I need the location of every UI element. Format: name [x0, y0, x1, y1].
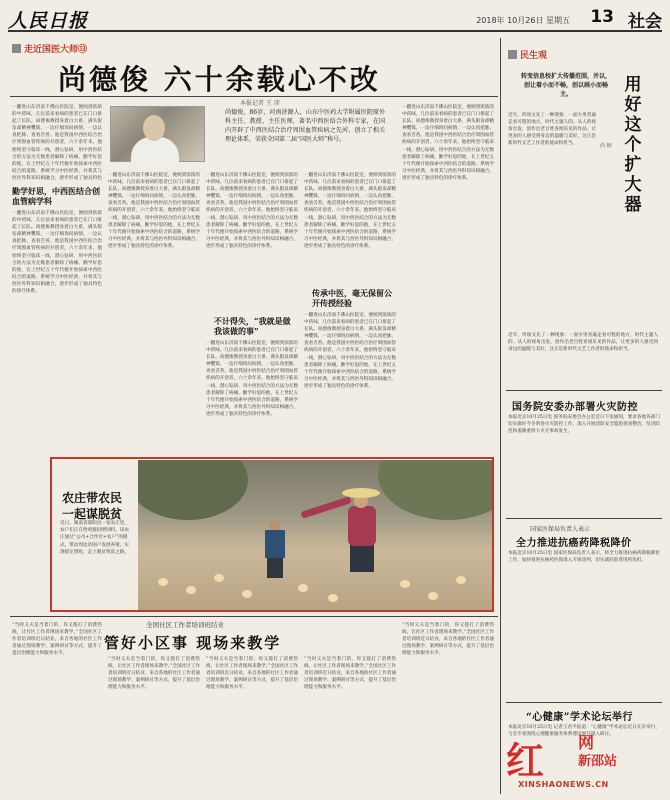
portrait-photo	[110, 106, 205, 162]
main-body-col2: 一翻进山东济南千佛山医院室，便闻到浓浓的中药味，几位前来看病的患者已在门口排起了长队。尚德俊教授身着白大褂，满头银发却精神矍铄，一边仔细询问病情，一边认真把脉、查看舌苔。他是我国中西医结合治疗周围血管疾病的开创者，六十余年来，他始终坚守临床一线，潜心钻研，用中西医结合的方法为无数患者解除了病痛。勤学好思的他，在上世纪五十年代便开始探索中西医结合的道路，系统学习中医经典，并将其与西医外科知识相融合，逐步形成了独具特色的诊疗体系。	[108, 173, 200, 249]
section-name: 社会	[628, 12, 662, 32]
chicken	[456, 576, 466, 584]
feature-caption: 近日，湖南省邵阳县一家农庄里，农户们正在给鸡群投喂饲料。该农庄通过“公司+合作社+农户”的模式，带动周边贫困户发展养殖，实现稳定增收，走上脱贫致富之路。	[60, 521, 129, 555]
main-body-col5: 一翻进山东济南千佛山医院室，便闻到浓浓的中药味，几位前来看病的患者已在门口排起了长队。尚德俊教授身着白大褂，满头银发却精神矍铄，一边仔细询问病情，一边认真把脉、查看舌苔。他是我国中西医结合治疗周围血管疾病的开创者，六十余年来，他始终坚守临床一线，潜心钻研，用中西医结合的方法为无数患者解除了病痛。勤学好思的他，在上世纪五十年代便开始探索中西医结合的道路，系统学习中医经典，并将其与西医外科知识相融合，逐步形成了独具特色的诊疗体系。	[402, 105, 494, 181]
right-body-a: 近年，所项文先了一种现象：一面少男普遍走看可程的地方，时代主题人的。从人的视角出发，创作出老百姓喜闻乐见的作品，让更多的人感受到身边的温暖与美好，这正是新时代文艺工作者的使命和担当。	[508, 113, 596, 147]
watermark-url: XINSHAONEWS.CN	[518, 780, 609, 789]
watermark-char: 红	[506, 739, 545, 783]
chicken	[186, 586, 196, 594]
farmer-man	[262, 520, 288, 578]
news-body-1: 本报北京10月25日电 国务院安委会办公室近日下发通知，要求各地各部门切实做好今冬明春火灾防控工作，深入开展消防安全隐患排查整治，坚决防范和遏制重特大火灾事故发生。	[508, 415, 660, 435]
news-title-3: “心健康”学术论坛举行	[526, 712, 634, 723]
main-subhead-3: 传承中医，毫无保留公开传授经验	[312, 288, 392, 308]
news-body-2: 本报北京10月25日电 国家医保局负责人表示，将全力推进抗癌药降税降价工作，加快推进抗癌药医保准入专项谈判，切实减轻患者用药负担。	[508, 551, 660, 564]
chicken	[400, 580, 410, 588]
farm-photo	[138, 460, 492, 610]
main-body-col4b: 一翻进山东济南千佛山医院室，便闻到浓浓的中药味，几位前来看病的患者已在门口排起了长队。尚德俊教授身着白大褂，满头银发却精神矍铄，一边仔细询问病情，一边认真把脉、查看舌苔。他是我国中西医结合治疗周围血管疾病的开创者，六十余年来，他始终坚守临床一线，潜心钻研，用中西医结合的方法为无数患者解除了病痛。勤学好思的他，在上世纪五十年代便开始探索中西医结合的道路，系统学习中医经典，并将其与西医外科知识相融合，逐步形成了独具特色的诊疗体系。	[304, 313, 396, 389]
chicken	[242, 590, 252, 598]
watermark-sub: 新邵站	[578, 754, 618, 769]
chicken	[428, 592, 438, 600]
right-author: 尚 楠	[600, 143, 612, 149]
main-body-col3b: 一翻进山东济南千佛山医院室，便闻到浓浓的中药味，几位前来看病的患者已在门口排起了长队。尚德俊教授身着白大褂，满头银发却精神矍铄，一边仔细询问病情，一边认真把脉、查看舌苔。他是我国中西医结合治疗周围血管疾病的开创者，六十余年来，他始终坚守临床一线，潜心钻研，用中西医结合的方法为无数患者解除了病痛。勤学好思的他，在上世纪五十年代便开始探索中西医结合的道路，系统学习中医经典，并将其与西医外科知识相融合，逐步形成了独具特色的诊疗体系。	[206, 341, 298, 417]
main-byline: 本报记者 王 沛	[240, 100, 280, 107]
news-rule-2	[506, 518, 662, 519]
bottom-headline: 管好小区事 现场来教学	[104, 634, 282, 652]
news-rule-1	[506, 390, 662, 391]
bottom-rule	[10, 616, 498, 617]
right-body-b: 近年，所项文先了一种现象：一面少男普遍走看可程的地方，时代主题人的。从人的视角出发，创作出老百姓喜闻乐见的作品，让更多的人感受到身边的温暖与美好，这正是新时代文艺工作者的使命和担当。	[508, 333, 658, 353]
feature-title: 农庄带农民 一起谋脱贫	[62, 491, 123, 521]
column-divider	[500, 38, 501, 794]
main-body-col3a: 一翻进山东济南千佛山医院室，便闻到浓浓的中药味，几位前来看病的患者已在门口排起了长队。尚德俊教授身着白大褂，满头银发却精神矍铄，一边仔细询问病情，一边认真把脉、查看舌苔。他是我国中西医结合治疗周围血管疾病的开创者，六十余年来，他始终坚守临床一线，潜心钻研，用中西医结合的方法为无数患者解除了病痛。勤学好思的他，在上世纪五十年代便开始探索中西医结合的道路，系统学习中医经典，并将其与西医外科知识相融合，逐步形成了独具特色的诊疗体系。	[206, 173, 298, 249]
chicken	[214, 574, 224, 582]
straw-hat	[342, 488, 380, 498]
news-body-3: 本报北京10月25日电 记者王君平报道：“心健康”学术论坛近日在京举行，与会专家围绕心理健康服务体系建设展开深入研讨。	[508, 725, 660, 738]
main-subhead-2: 不计得失，“我就是做我该做的事”	[214, 316, 291, 336]
news-title-1: 国务院安委办部署火灾防控	[512, 402, 638, 413]
right-column-tag: 民生观	[508, 48, 547, 61]
chicken	[298, 584, 308, 592]
watermark-net: 网	[578, 733, 595, 752]
tree-shape	[138, 460, 248, 520]
main-body-col4a: 一翻进山东济南千佛山医院室，便闻到浓浓的中药味，几位前来看病的患者已在门口排起了长队。尚德俊教授身着白大褂，满头银发却精神矍铄，一边仔细询问病情，一边认真把脉、查看舌苔。他是我国中西医结合治疗周围血管疾病的开创者，六十余年来，他始终坚守临床一线，潜心钻研，用中西医结合的方法为无数患者解除了病痛。勤学好思的他，在上世纪五十年代便开始探索中西医结合的道路，系统学习中医经典，并将其与西医外科知识相融合，逐步形成了独具特色的诊疗体系。	[304, 173, 396, 249]
chicken	[328, 594, 338, 602]
main-lead: 尚德俊，86岁，河南济源人，山东中医药大学附属医院原外科主任、教授、主任医师，著名中西医结合外科专家，在国内开辟了中西医结合治疗周围血管疾病之先河，创立了相关理论体系，荣获全国第二届“国医大师”称号。	[225, 109, 385, 143]
bottom-kicker: 全国社区工作者培训班结业	[146, 621, 224, 629]
bottom-body-col2: “当时义夫是当着门的，你又拨打了消费热线，让社区工作者现场来教学。”全国社区工作者培训班近日结业，来自各地的社区工作者通过现场教学、案例研讨等方式，提升了基层治理能力和服务水平。	[108, 657, 200, 691]
masthead	[8, 6, 662, 32]
bottom-body-col3: “当时义夫是当着门的，你又拨打了消费热线，让社区工作者现场来教学。”全国社区工作者培训班近日结业，来自各地的社区工作者通过现场教学、案例研讨等方式，提升了基层治理能力和服务水平。	[206, 657, 298, 691]
bottom-body-col4: “当时义夫是当着门的，你又拨打了消费热线，让社区工作者现场来教学。”全国社区工作者培训班近日结业，来自各地的社区工作者通过现场教学、案例研讨等方式，提升了基层治理能力和服务水平。	[304, 657, 396, 691]
main-column-tag: 走近国医大师⑬	[12, 42, 87, 55]
farmer-woman	[336, 488, 386, 573]
column-square-icon	[12, 44, 21, 53]
news-rule-3	[506, 702, 662, 703]
news-title-2: 全力推进抗癌药降税降价	[516, 538, 632, 549]
chicken	[158, 578, 168, 586]
newspaper-logo: 人民日报	[8, 10, 89, 32]
site-watermark	[506, 730, 666, 796]
column-square-icon	[508, 50, 517, 59]
main-body-col1a: 一翻进山东济南千佛山医院室，便闻到浓浓的中药味，几位前来看病的患者已在门口排起了长队。尚德俊教授身着白大褂，满头银发却精神矍铄，一边仔细询问病情，一边认真把脉、查看舌苔。他是我国中西医结合治疗周围血管疾病的开创者，六十余年来，他始终坚守临床一线，潜心钻研，用中西医结合的方法为无数患者解除了病痛。勤学好思的他，在上世纪五十年代便开始探索中西医结合的道路，系统学习中医经典，并将其与西医外科知识相融合，逐步形成了独具特色	[12, 105, 102, 181]
news-kicker-2: 国家医保局负责人表示	[530, 526, 591, 533]
bottom-body-col1: “当时义夫是当着门的，你又拨打了消费热线，让社区工作者现场来教学。”全国社区工作者培训班近日结业，来自各地的社区工作者通过现场教学、案例研讨等方式，提升了基层治理能力和服务水平。	[12, 623, 102, 657]
headline-rule	[10, 96, 498, 97]
page-number: 13	[590, 7, 614, 27]
main-subhead-1: 勤学好思，中西医结合创血管病学科	[12, 186, 100, 206]
right-lead: 转变信息校扩大传播范围，并以，创让着小而不畅，创以画小而畅主。	[520, 73, 611, 98]
portrait-face	[143, 115, 165, 141]
right-headline: 用好这个扩大器	[624, 75, 642, 215]
main-body-col1b: 一翻进山东济南千佛山医院室，便闻到浓浓的中药味，几位前来看病的患者已在门口排起了长队。尚德俊教授身着白大褂，满头银发却精神矍铄，一边仔细询问病情，一边认真把脉、查看舌苔。他是我国中西医结合治疗周围血管疾病的开创者，六十余年来，他始终坚守临床一线，潜心钻研，用中西医结合的方法为无数患者解除了病痛。勤学好思的他，在上世纪五十年代便开始探索中西医结合的道路，系统学习中医经典，并将其与西医外科知识相融合，逐步形成了独具特色的诊疗体系。	[12, 211, 102, 295]
main-headline: 尚德俊 六十余载心不改	[58, 63, 381, 96]
issue-date: 2018年 10月26日 星期五	[476, 16, 570, 25]
bottom-body-col5: “当时义夫是当着门的，你又拨打了消费热线，让社区工作者现场来教学。”全国社区工作者培训班近日结业，来自各地的社区工作者通过现场教学、案例研讨等方式，提升了基层治理能力和服务水平。	[402, 623, 494, 657]
tree-shape	[378, 460, 492, 520]
